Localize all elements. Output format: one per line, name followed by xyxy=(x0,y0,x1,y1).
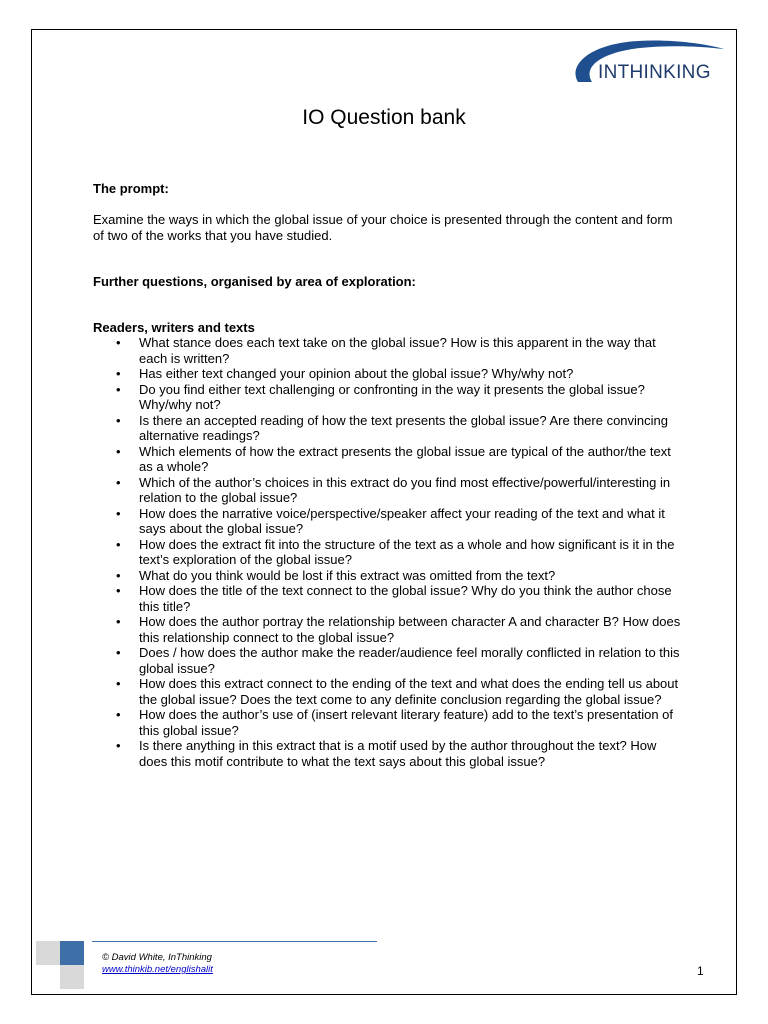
bullet-icon: • xyxy=(116,583,121,598)
list-item xyxy=(93,382,683,413)
list-item xyxy=(93,506,683,537)
bullet-icon: • xyxy=(116,567,121,583)
further-questions-heading: Further questions, organised by area of exploration: xyxy=(93,274,416,289)
list-item xyxy=(93,583,683,614)
bullet-icon: • xyxy=(116,474,121,490)
question-text: Do you find either text challenging or confronting in the way it presents the global issue? Why/why not? xyxy=(139,381,645,412)
question-text: How does the extract fit into the structure of the text as a whole and how significant is it in the text’s exploration of the global issue? xyxy=(139,536,675,567)
footer-credit: © David White, InThinking xyxy=(102,952,212,963)
bullet-icon: • xyxy=(116,707,121,722)
question-text: How does this extract connect to the ending of the text and what does the ending tell us about the global issue? Does the text come to any definite conclusion regarding the global issue? xyxy=(139,676,679,707)
question-text: Which of the author’s choices in this extract do you find most effective/powerful/interesting in relation to the global issue? xyxy=(139,474,671,505)
list-item xyxy=(93,444,683,475)
section-heading: Readers, writers and texts xyxy=(93,320,255,335)
question-text: Is there anything in this extract that is a motif used by the author throughout the text? How does this motif contribute to what the text says about this global issue? xyxy=(139,738,657,769)
bullet-icon: • xyxy=(116,645,121,660)
bullet-icon: • xyxy=(116,412,121,428)
logo-text: INTHINKING xyxy=(598,62,711,83)
list-item xyxy=(93,335,683,366)
footer-decoration-square xyxy=(36,941,60,965)
inthinking-logo xyxy=(568,36,724,88)
list-item xyxy=(93,645,683,676)
list-item xyxy=(93,537,683,568)
list-item xyxy=(93,676,683,707)
question-text: Has either text changed your opinion about the global issue? Why/why not? xyxy=(139,366,574,381)
list-item xyxy=(93,366,683,382)
list-item xyxy=(93,614,683,645)
list-item xyxy=(93,475,683,506)
question-text: How does the title of the text connect to the global issue? Why do you think the author chose this title? xyxy=(139,583,672,614)
question-text: How does the author’s use of (insert relevant literary feature) add to the text’s presentation of this global issue? xyxy=(139,707,674,738)
bullet-icon: • xyxy=(116,614,121,629)
footer-divider xyxy=(92,941,377,942)
question-list xyxy=(93,335,683,769)
footer-decoration-square xyxy=(60,965,84,989)
question-text: How does the author portray the relationship between character A and character B? How does this relationship connect to the global issue? xyxy=(139,614,681,645)
bullet-icon: • xyxy=(116,381,121,397)
bullet-icon: • xyxy=(116,443,121,459)
question-text: Which elements of how the extract presents the global issue are typical of the author/the text as a whole? xyxy=(139,443,671,474)
list-item xyxy=(93,738,683,769)
page-number: 1 xyxy=(697,964,704,978)
bullet-icon: • xyxy=(116,676,121,691)
question-text: Does / how does the author make the reader/audience feel morally conflicted in relation to this global issue? xyxy=(139,645,680,676)
footer-link[interactable]: www.thinkib.net/englishalit xyxy=(102,964,213,975)
page-title: IO Question bank xyxy=(302,106,466,129)
footer-decoration-square xyxy=(60,941,84,965)
list-item xyxy=(93,568,683,584)
question-text: What stance does each text take on the global issue? How is this apparent in the way that each is written? xyxy=(139,335,656,366)
bullet-icon: • xyxy=(116,335,121,350)
list-item xyxy=(93,707,683,738)
bullet-icon: • xyxy=(116,505,121,521)
prompt-label: The prompt: xyxy=(93,181,169,196)
bullet-icon: • xyxy=(116,536,121,552)
question-text: Is there an accepted reading of how the text presents the global issue? Are there convincing alternative readings? xyxy=(139,412,669,443)
question-text: What do you think would be lost if this extract was omitted from the text? xyxy=(139,567,556,583)
list-item xyxy=(93,413,683,444)
prompt-text: Examine the ways in which the global issue of your choice is presented through the content and form of two of the works that you have studied. xyxy=(93,212,673,243)
bullet-icon: • xyxy=(116,366,121,381)
bullet-icon: • xyxy=(116,738,121,753)
question-text: How does the narrative voice/perspective/speaker affect your reading of the text and what it says about the global issue? xyxy=(139,505,665,536)
